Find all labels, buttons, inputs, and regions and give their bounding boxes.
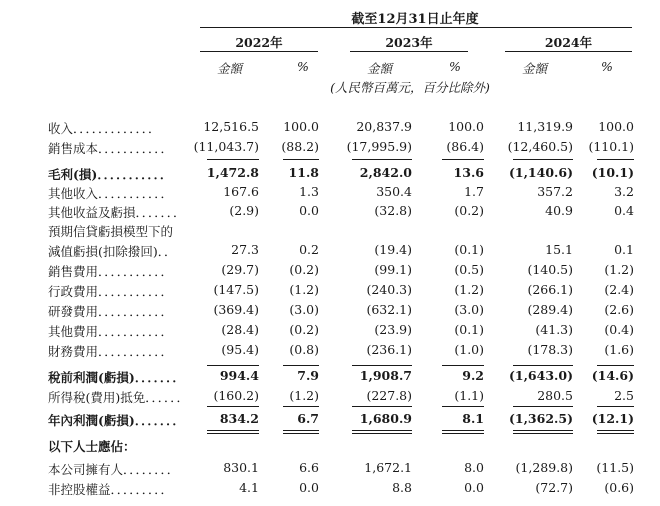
year-2023: 2023年 (385, 35, 433, 50)
pct-header-2023: % (449, 59, 461, 74)
amount-cell: (227.8) (366, 388, 412, 403)
rule-d3b (352, 433, 412, 434)
rule-d6b (597, 433, 634, 434)
pct-cell: 6.6 (299, 460, 319, 475)
amount-cell: 350.4 (376, 184, 412, 199)
pct-cell: (10.1) (591, 165, 634, 180)
row-label: 其他收益及虧損．．．．．．． (48, 205, 186, 220)
amount-cell: (32.8) (374, 203, 412, 218)
row-label: 收入．．．．．．．．．．．．． (48, 121, 161, 136)
amount-cell: 2,842.0 (359, 165, 412, 180)
amount-cell: 11,319.9 (517, 119, 573, 134)
amount-cell: (2.9) (229, 203, 259, 218)
amount-cell: 994.4 (219, 368, 259, 383)
row-label: 毛利(損)．．．．．．．．．．． (48, 167, 173, 182)
amount-cell: 15.1 (545, 242, 573, 257)
year-rule-2024 (505, 51, 632, 52)
amount-cell: (12,460.5) (507, 139, 573, 154)
rule-b5 (513, 365, 573, 366)
pct-cell: 100.0 (283, 119, 319, 134)
pct-cell: 3.2 (614, 184, 634, 199)
rule-b4 (442, 365, 484, 366)
pct-cell: 0.0 (299, 480, 319, 495)
amount-cell: (1,643.0) (508, 368, 573, 383)
pct-cell: (14.6) (591, 368, 634, 383)
row-label: 稅前利潤(虧損)．．．．．．． (48, 370, 185, 385)
amount-cell: (632.1) (366, 302, 412, 317)
amount-cell: (289.4) (527, 302, 573, 317)
amount-cell: (28.4) (221, 322, 259, 337)
pct-cell: (0.8) (289, 342, 319, 357)
rule-c5 (513, 406, 573, 407)
rule-b3 (352, 365, 412, 366)
amount-cell: 4.1 (239, 480, 259, 495)
unit-note: (人民幣百萬元，百分比除外) (330, 80, 490, 95)
pct-cell: (1.0) (454, 342, 484, 357)
row-label: 其他費用．．．．．．．．．．． (48, 324, 174, 339)
pct-cell: (3.0) (289, 302, 319, 317)
rule-b1 (207, 365, 259, 366)
pct-cell: (2.6) (604, 302, 634, 317)
year-rule-2022 (200, 51, 318, 52)
period-heading: 截至12月31日止年度 (351, 12, 479, 27)
amount-cell: 8.8 (392, 480, 412, 495)
pct-cell: (88.2) (281, 139, 319, 154)
rule-a6 (597, 159, 634, 160)
amount-cell: (19.4) (374, 242, 412, 257)
year-2024: 2024年 (544, 35, 593, 50)
pct-cell: (1.2) (604, 262, 634, 277)
row-label: 預期信貸虧損模型下的 (48, 224, 174, 239)
pct-cell: (12.1) (591, 411, 634, 426)
pct-cell: 1.3 (299, 184, 319, 199)
amount-cell: 357.2 (537, 184, 573, 199)
pct-cell: (2.4) (604, 282, 634, 297)
amount-cell: (266.1) (527, 282, 573, 297)
pct-cell: 9.2 (462, 368, 484, 383)
amount-header-2022: 金額 (217, 61, 243, 76)
pct-cell: (0.1) (454, 322, 484, 337)
pct-cell: 13.6 (453, 165, 484, 180)
amount-cell: (369.4) (213, 302, 259, 317)
pct-cell: (0.2) (454, 203, 484, 218)
amount-header-2024: 金額 (522, 61, 548, 76)
rule-a3 (352, 159, 412, 160)
rule-a5 (513, 159, 573, 160)
amount-cell: (29.7) (221, 262, 259, 277)
amount-cell: (11,043.7) (193, 139, 259, 154)
row-label: 其他收入．．．．．．．．．．． (48, 186, 174, 201)
amount-cell: 280.5 (537, 388, 573, 403)
pct-cell: (0.2) (289, 322, 319, 337)
row-label: 以下人士應佔： (48, 439, 136, 454)
amount-cell: 1,472.8 (206, 165, 259, 180)
pct-cell: (1.1) (454, 388, 484, 403)
amount-cell: (1,140.6) (508, 165, 573, 180)
pct-cell: 100.0 (598, 119, 634, 134)
amount-cell: 40.9 (545, 203, 573, 218)
rule-d4b (442, 433, 484, 434)
pct-cell: 1.7 (464, 184, 484, 199)
row-label: 銷售成本．．．．．．．．．．． (48, 141, 174, 156)
rule-b6 (597, 365, 634, 366)
row-label: 研發費用．．．．．．．．．．． (48, 304, 174, 319)
rule-d1 (207, 430, 259, 431)
row-label: 年內利潤(虧損)．．．．．．． (48, 413, 185, 428)
rule-c4 (442, 406, 484, 407)
pct-cell: (1.2) (454, 282, 484, 297)
rule-c3 (352, 406, 412, 407)
rule-b2 (283, 365, 319, 366)
amount-cell: 1,680.9 (359, 411, 412, 426)
pct-cell: (3.0) (454, 302, 484, 317)
rule-a4 (442, 159, 484, 160)
rule-c6 (597, 406, 634, 407)
rule-a1 (207, 159, 259, 160)
amount-cell: 27.3 (231, 242, 259, 257)
row-label: 行政費用．．．．．．．．．．． (48, 284, 174, 299)
amount-cell: 830.1 (223, 460, 259, 475)
year-rule-2023 (350, 51, 468, 52)
pct-cell: (110.1) (588, 139, 634, 154)
pct-cell: (0.5) (454, 262, 484, 277)
pct-cell: 8.1 (462, 411, 484, 426)
pct-cell: (11.5) (596, 460, 634, 475)
pct-header-2024: % (601, 59, 613, 74)
pct-cell: 100.0 (448, 119, 484, 134)
amount-cell: (240.3) (366, 282, 412, 297)
pct-cell: (0.4) (604, 322, 634, 337)
row-label: 所得稅(費用)抵免．．．．．． (48, 390, 190, 405)
pct-cell: (0.6) (604, 480, 634, 495)
pct-cell: (0.1) (454, 242, 484, 257)
amount-cell: 167.6 (223, 184, 259, 199)
rule-d1b (207, 433, 259, 434)
pct-cell: 6.7 (297, 411, 319, 426)
rule-d5 (513, 430, 573, 431)
amount-cell: (1,362.5) (508, 411, 573, 426)
rule-d2 (283, 430, 319, 431)
amount-cell: (236.1) (366, 342, 412, 357)
pct-header-2022: % (297, 59, 309, 74)
row-label: 非控股權益．．．．．．．．． (48, 482, 174, 497)
amount-cell: 1,908.7 (359, 368, 412, 383)
row-label: 本公司擁有人．．．．．．．． (48, 462, 180, 477)
amount-cell: (41.3) (535, 322, 573, 337)
pct-cell: 0.0 (299, 203, 319, 218)
pct-cell: 0.2 (299, 242, 319, 257)
amount-cell: (1,289.8) (515, 460, 573, 475)
pct-cell: 11.8 (288, 165, 319, 180)
row-label: 減值虧損(扣除撥回)．． (48, 244, 177, 259)
rule-c2 (283, 406, 319, 407)
amount-cell: 1,672.1 (364, 460, 412, 475)
amount-cell: (140.5) (527, 262, 573, 277)
year-2022: 2022年 (235, 35, 283, 50)
rule-d2b (283, 433, 319, 434)
rule-c1 (207, 406, 259, 407)
amount-cell: 12,516.5 (203, 119, 259, 134)
amount-cell: (17,995.9) (346, 139, 412, 154)
amount-cell: (99.1) (374, 262, 412, 277)
rule-d5b (513, 433, 573, 434)
header-rule (200, 27, 632, 28)
row-label: 銷售費用．．．．．．．．．．． (48, 264, 174, 279)
amount-cell: (160.2) (213, 388, 259, 403)
pct-cell: (1.2) (289, 388, 319, 403)
row-label: 財務費用．．．．．．．．．．． (48, 344, 174, 359)
rule-d6 (597, 430, 634, 431)
pct-cell: 7.9 (297, 368, 319, 383)
amount-cell: (178.3) (527, 342, 573, 357)
pct-cell: 0.1 (614, 242, 634, 257)
amount-cell: (147.5) (213, 282, 259, 297)
pct-cell: 0.4 (614, 203, 634, 218)
pct-cell: 0.0 (464, 480, 484, 495)
rule-d3 (352, 430, 412, 431)
amount-cell: (23.9) (374, 322, 412, 337)
pct-cell: 8.0 (464, 460, 484, 475)
amount-cell: (95.4) (221, 342, 259, 357)
pct-cell: (1.6) (604, 342, 634, 357)
rule-a2 (283, 159, 319, 160)
amount-cell: 834.2 (219, 411, 259, 426)
amount-cell: (72.7) (535, 480, 573, 495)
rule-d4 (442, 430, 484, 431)
pct-cell: (0.2) (289, 262, 319, 277)
amount-cell: 20,837.9 (356, 119, 412, 134)
pct-cell: (1.2) (289, 282, 319, 297)
pct-cell: 2.5 (614, 388, 634, 403)
amount-header-2023: 金額 (367, 61, 393, 76)
pct-cell: (86.4) (446, 139, 484, 154)
